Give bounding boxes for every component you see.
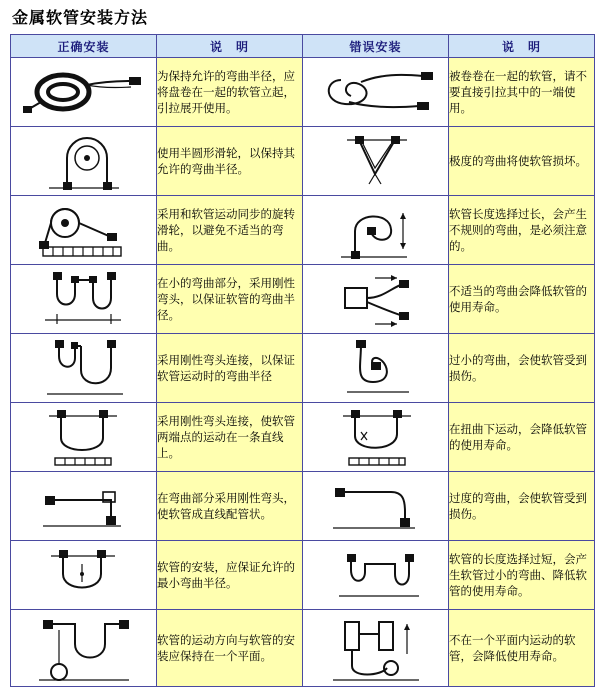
hose-sharp-v-bend-icon — [311, 130, 441, 192]
table-row — [11, 265, 595, 334]
correct-description: 为保持允许的弯曲半径，应将盘卷在一起的软管立起，引拉展开使用。 — [157, 58, 303, 127]
correct-description: 在弯曲部分采用刚性弯头，使软管成直线配管状。 — [157, 472, 303, 541]
table-row — [11, 403, 595, 472]
table-row — [11, 58, 595, 127]
wrong-illustration-cell — [303, 127, 449, 196]
wrong-description: 不在一个平面内运动的软管，会降低使用寿命。 — [449, 610, 595, 687]
table-row — [11, 127, 595, 196]
coiled-hose-flat-reel-icon — [19, 62, 149, 122]
correct-illustration-cell — [11, 472, 157, 541]
wrong-description: 软管的长度选择过短，会产生软管过小的弯曲、降低软管的使用寿命。 — [449, 541, 595, 610]
wrong-description: 不适当的弯曲会降低软管的使用寿命。 — [449, 265, 595, 334]
correct-description: 采用和软管运动同步的旋转滑轮，以避免不适当的弯曲。 — [157, 196, 303, 265]
hose-rigid-bend-small-radius-icon — [19, 268, 149, 330]
correct-illustration-cell — [11, 610, 157, 687]
wrong-description: 极度的弯曲将使软管损坏。 — [449, 127, 595, 196]
column-header-wrong-install: 错误安装 — [303, 35, 449, 58]
wrong-illustration-cell — [303, 541, 449, 610]
wrong-description: 软管长度选择过长，会产生不规则的弯曲，是必须注意的。 — [449, 196, 595, 265]
wrong-description: 被卷卷在一起的软管，请不要直接引拉其中的一端使用。 — [449, 58, 595, 127]
table-row — [11, 334, 595, 403]
hose-improper-bend-arrows-icon — [311, 268, 441, 330]
hose-same-plane-motion-icon — [19, 610, 149, 686]
wrong-illustration-cell — [303, 610, 449, 687]
page-title: 金属软管安装方法 — [12, 8, 149, 27]
wrong-illustration-cell — [303, 58, 449, 127]
correct-illustration-cell — [11, 196, 157, 265]
correct-illustration-cell — [11, 541, 157, 610]
wrong-illustration-cell — [303, 265, 449, 334]
table-row — [11, 541, 595, 610]
correct-illustration-cell — [11, 127, 157, 196]
hose-too-long-flat-bend-icon — [311, 544, 441, 606]
column-header-correct-desc: 说 明 — [157, 35, 303, 58]
hose-out-of-plane-motion-icon — [311, 610, 441, 686]
correct-illustration-cell — [11, 265, 157, 334]
hose-excess-length-loop-icon — [311, 199, 441, 261]
correct-description: 在小的弯曲部分，采用刚性弯头，以保证软管的弯曲半径。 — [157, 265, 303, 334]
correct-illustration-cell — [11, 334, 157, 403]
hose-semicircle-pulley-icon — [19, 130, 149, 192]
correct-description: 采用刚性弯头连接，以保证软管运动时的弯曲半径 — [157, 334, 303, 403]
wrong-description: 过度的弯曲，会使软管受到损伤。 — [449, 472, 595, 541]
correct-illustration-cell — [11, 58, 157, 127]
hose-minimum-bend-radius-u-icon — [19, 544, 149, 606]
table-row — [11, 196, 595, 265]
table-header — [11, 35, 595, 58]
column-header-wrong-desc: 说 明 — [449, 35, 595, 58]
hose-rigid-elbow-u-bend-icon — [19, 336, 149, 400]
coiled-hose-pulled-icon — [311, 62, 441, 122]
table-header-row — [11, 35, 595, 58]
hose-overbent-straight-run-icon — [311, 478, 441, 534]
wrong-illustration-cell — [303, 334, 449, 403]
wrong-description: 过小的弯曲，会使软管受到损伤。 — [449, 334, 595, 403]
wrong-description: 在扭曲下运动，会降低软管的使用寿命。 — [449, 403, 595, 472]
correct-description: 使用半圆形滑轮，以保持其允许的弯曲半径。 — [157, 127, 303, 196]
hose-tight-s-bend-icon — [311, 336, 441, 400]
wrong-illustration-cell — [303, 403, 449, 472]
hose-installation-table — [10, 34, 595, 687]
hose-twisted-u-shape-icon — [311, 406, 441, 468]
correct-illustration-cell — [11, 403, 157, 472]
hose-synchronized-pulley-chain-icon — [19, 199, 149, 261]
correct-description: 软管的运动方向与软管的安装应保持在一个平面。 — [157, 610, 303, 687]
correct-description: 采用刚性弯头连接，使软管两端点的运动在一条直线上。 — [157, 403, 303, 472]
hose-straight-with-elbow-icon — [19, 478, 149, 534]
table-body — [11, 58, 595, 687]
wrong-illustration-cell — [303, 196, 449, 265]
correct-description: 软管的安装，应保证允许的最小弯曲半径。 — [157, 541, 303, 610]
column-header-correct-install: 正确安装 — [11, 35, 157, 58]
wrong-illustration-cell — [303, 472, 449, 541]
hose-u-shape-straight-line-icon — [19, 406, 149, 468]
table-row — [11, 610, 595, 687]
table-row — [11, 472, 595, 541]
